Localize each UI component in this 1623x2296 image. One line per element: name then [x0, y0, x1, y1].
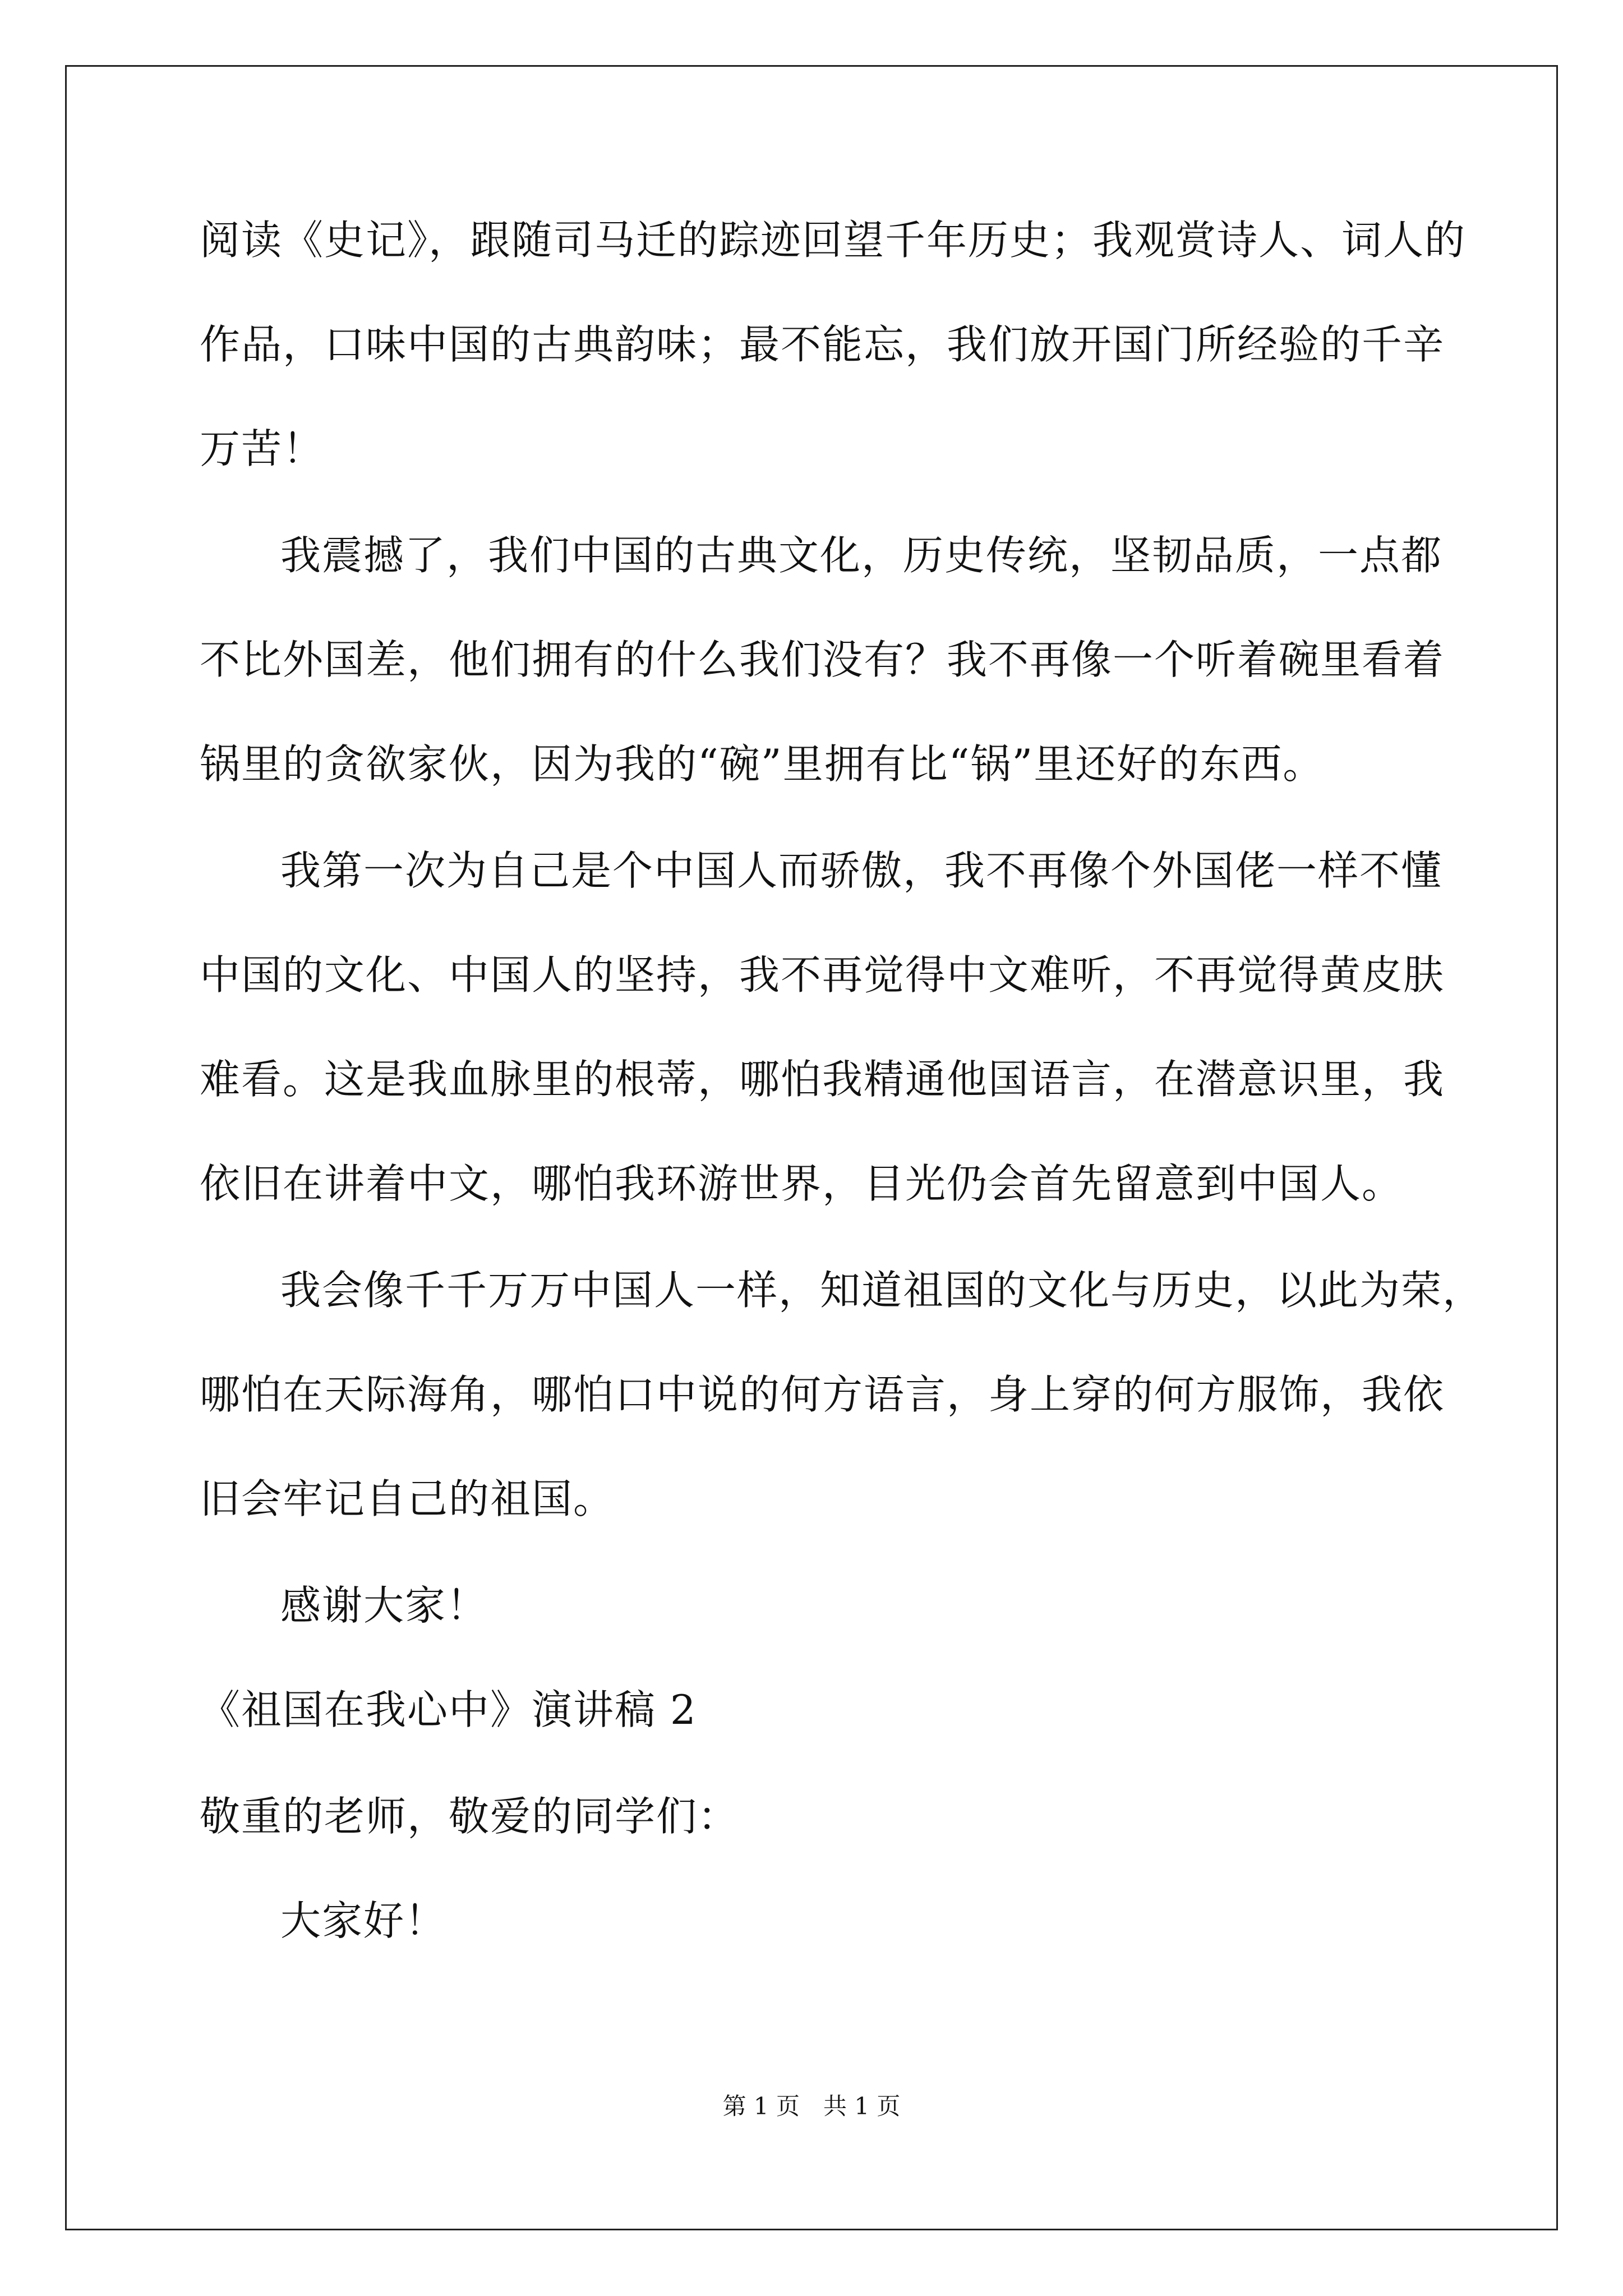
paragraph-2-line-2: 不比外国差，他们拥有的什么我们没有？我不再像一个听着碗里看着: [200, 636, 1445, 683]
greeting: 大家好！: [280, 1897, 447, 1944]
page-footer: 第 1 页 共 1 页: [722, 2092, 901, 2120]
closing-thanks: 感谢大家！: [280, 1582, 488, 1629]
paragraph-3-line-3: 难看。这是我血脉里的根蒂，哪怕我精通他国语言，在潜意识里，我: [200, 1056, 1445, 1103]
body-line-2: 作品，口味中国的古典韵味；最不能忘，我们放开国门所经验的千辛: [200, 321, 1445, 368]
paragraph-3-line-4: 依旧在讲着中文，哪怕我环游世界，目光仍会首先留意到中国人。: [200, 1160, 1404, 1207]
paragraph-4-line-1: 我会像千千万万中国人一样，知道祖国的文化与历史，以此为荣，: [280, 1267, 1484, 1314]
body-line-1: 阅读《史记》，跟随司马迁的踪迹回望千年历史；我观赏诗人、词人的: [200, 217, 1467, 264]
section-title: 《祖国在我心中》演讲稿 2: [200, 1686, 697, 1733]
paragraph-3-line-2: 中国的文化、中国人的坚持，我不再觉得中文难听，不再觉得黄皮肤: [200, 951, 1445, 999]
salutation: 敬重的老师，敬爱的同学们：: [200, 1793, 740, 1840]
paragraph-4-line-3: 旧会牢记自己的祖国。: [200, 1475, 615, 1522]
paragraph-4-line-2: 哪怕在天际海角，哪怕口中说的何方语言，身上穿的何方服饰，我依: [200, 1371, 1445, 1418]
paragraph-3-line-1: 我第一次为自己是个中国人而骄傲，我不再像个外国佬一样不懂: [280, 847, 1443, 894]
body-line-3: 万苦！: [200, 425, 325, 472]
paragraph-2-line-1: 我震撼了，我们中国的古典文化，历史传统，坚韧品质，一点都: [280, 532, 1443, 579]
paragraph-2-line-3: 锅里的贪欲家伙，因为我的“碗”里拥有比“锅”里还好的东西。: [200, 740, 1325, 788]
